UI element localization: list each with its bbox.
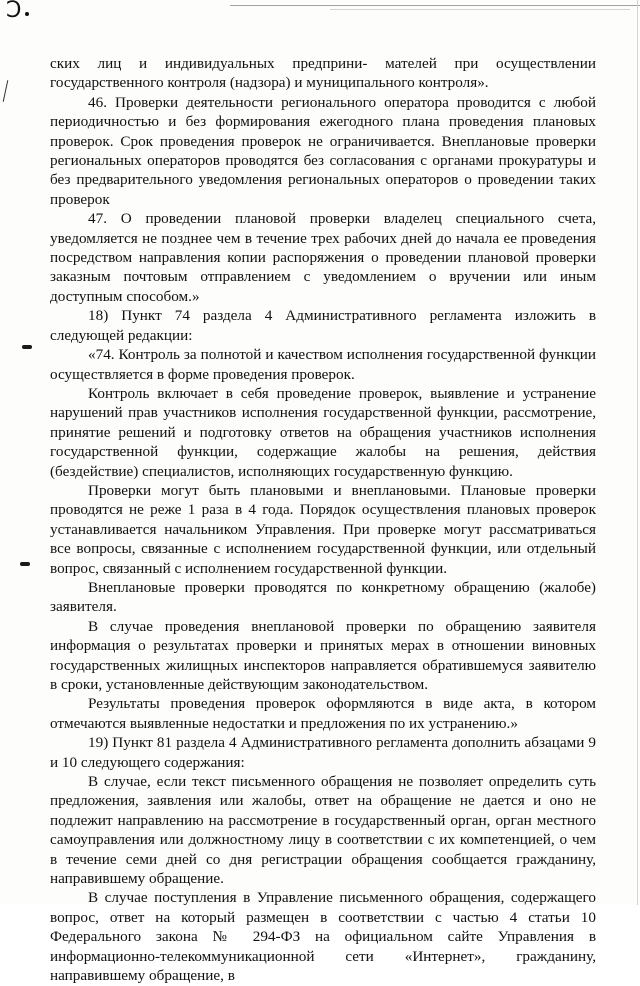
scan-edge-line (330, 9, 630, 10)
paragraph: 46. Проверки деятельности регионального оператора проводится с любой периодичностью и без формирования ежегодного плана проведения плановых проверок. Срок проведения проверок не ограничивается. Внеплановые проверки региональных операторов проводятся без согласования с органами прокуратуры и без предварительного уведомления региональных операторов о проведении таких проверок (50, 93, 596, 208)
paragraph: В случае проведения внеплановой проверки по обращению заявителя информация о результатах проверки и принятых мерах в отношении виновных государственных жилищных инспекторов направляется обратившемуся заявителю в сроки, установленные действующим законодательством. (50, 617, 596, 693)
paragraph: Проверки могут быть плановыми и внеплановыми. Плановые проверки проводятся не реже 1 раза в 4 года. Порядок осуществления плановых проверок устанавливается начальником Управления. При проверке могут рассматриваться все вопросы, связанные с исполнением государственной функции, или отдельный вопрос, связанный с исполнением государственной функции. (50, 481, 596, 577)
margin-tick-mark (20, 562, 30, 566)
paragraph: «74. Контроль за полнотой и качеством исполнения государственной функции осуществляется в форме проведения проверок. (50, 346, 596, 383)
scan-edge-line (230, 5, 640, 6)
margin-tick-mark (22, 345, 32, 349)
scan-edge-line (637, 0, 638, 905)
paragraph: Контроль включает в себя проведение проверок, выявление и устранение нарушений прав участников исполнения государственной функции, рассмотрение, принятие решений и подготовку ответов на обращения участников исполнения государственной функции, содержащие жалобы на решения, действия (бездействие) специалистов, исполняющих государственную функцию. (50, 384, 596, 480)
corner-handwritten-mark: Ɔ (6, 0, 22, 23)
paragraph: ских лиц и индивидуальных предприни- мателей при осуществлении государственного контроля (надзора) и муниципального контроля». (50, 55, 596, 92)
paragraph: Результаты проведения проверок оформляются в виде акта, в котором отмечаются выявленные недостатки и предложения по их устранению.» (50, 695, 596, 732)
paragraph: 18) Пункт 74 раздела 4 Административного регламента изложить в следующей редакции: (50, 307, 596, 344)
paragraph: 47. О проведении плановой проверки владелец специального счета, уведомляется не позднее чем в течение трех рабочих дней до начала ее проведения посредством направления копии распоряжения о проведении плановой проверки заказным почтовым отправлением с уведомлением о вручении или иным доступным способом.» (50, 210, 596, 305)
document-body (50, 54, 596, 986)
corner-dot-mark (25, 12, 29, 16)
paragraph: Внеплановые проверки проводятся по конкретному обращению (жалобе) заявителя. (50, 578, 596, 616)
paragraph: В случае, если текст письменного обращения не позволяет определить суть предложения, заявления или жалобы, ответ на обращение не дается и оно не подлежит направлению на рассмотрение в государственный орган, орган местного самоуправления или должностному лицу в соответствии с их компетенцией, о чем в течение семи дней со дня регистрации обращения сообщается гражданину, направившему обращение. (50, 773, 596, 888)
paragraph: 19) Пункт 81 раздела 4 Административного регламента дополнить абзацами 9 и 10 следующего содержания: (50, 734, 596, 771)
paragraph: В случае поступления в Управление письменного обращения, содержащего вопрос, ответ на который размещен в соответствии с частью 4 статьи 10 Федерального закона № 294-ФЗ на официальном сайте Управления в информационно-телекоммуникационной сети «Интернет», гражданину, направившему обращение, в (50, 889, 596, 985)
margin-pen-mark (3, 80, 9, 102)
